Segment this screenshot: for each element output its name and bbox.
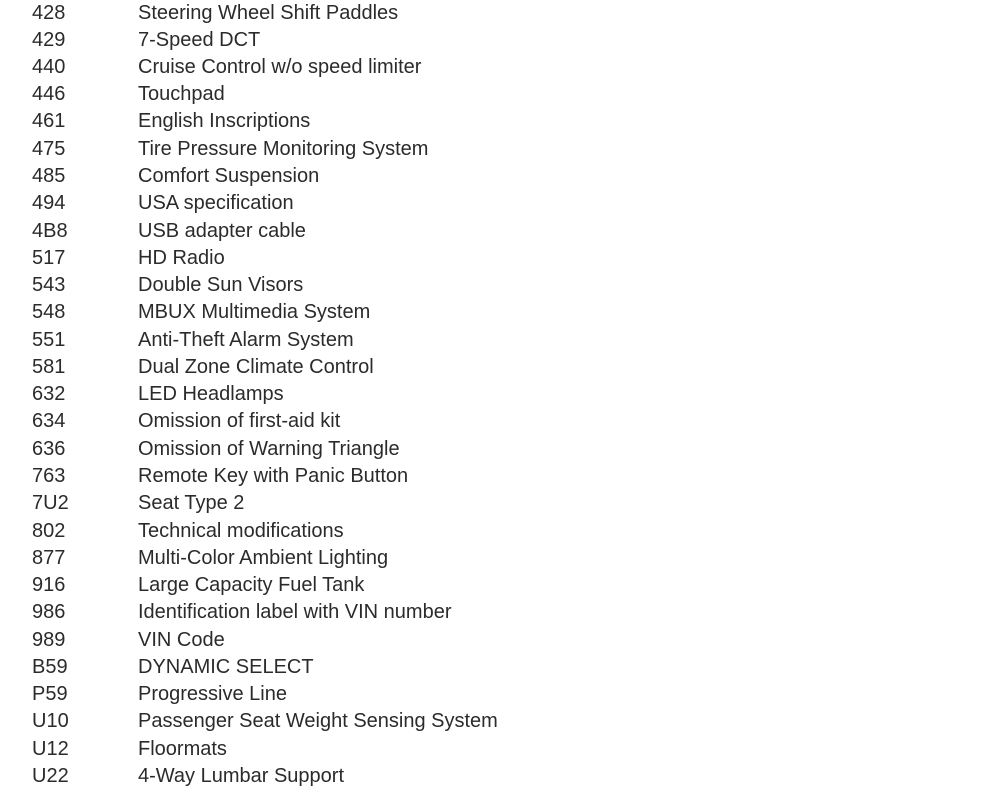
option-row (0, 0, 1003, 27)
option-description: Omission of Warning Triangle (138, 438, 400, 460)
option-code: P59 (32, 683, 68, 705)
option-row (0, 354, 1003, 381)
option-row (0, 681, 1003, 708)
option-description: Progressive Line (138, 683, 287, 705)
option-code: 7U2 (32, 492, 69, 514)
option-code: 485 (32, 165, 66, 187)
option-code: 763 (32, 465, 66, 487)
option-row (0, 54, 1003, 81)
option-description: 7-Speed DCT (138, 29, 261, 51)
option-row (0, 654, 1003, 681)
option-description: 4-Way Lumbar Support (138, 765, 345, 787)
option-row (0, 736, 1003, 763)
option-code: 475 (32, 138, 66, 160)
option-row (0, 245, 1003, 272)
option-description: Remote Key with Panic Button (138, 465, 409, 487)
option-description: Multi-Color Ambient Lighting (138, 547, 389, 569)
option-code: U22 (32, 765, 69, 787)
option-code: 446 (32, 83, 66, 105)
option-description: Omission of first-aid kit (138, 410, 341, 432)
option-row (0, 518, 1003, 545)
option-row (0, 763, 1003, 790)
option-code: 632 (32, 383, 66, 405)
option-code: 989 (32, 629, 66, 651)
option-description: Passenger Seat Weight Sensing System (138, 710, 498, 732)
option-row (0, 218, 1003, 245)
option-description: Steering Wheel Shift Paddles (138, 2, 399, 24)
option-row (0, 545, 1003, 572)
option-description: Dual Zone Climate Control (138, 356, 374, 378)
option-description: Floormats (138, 738, 227, 760)
option-description: Tire Pressure Monitoring System (138, 138, 429, 160)
option-description: MBUX Multimedia System (138, 301, 371, 323)
option-row (0, 327, 1003, 354)
option-code: B59 (32, 656, 68, 678)
option-description: English Inscriptions (138, 110, 311, 132)
option-description: Touchpad (138, 83, 225, 105)
option-row (0, 272, 1003, 299)
option-row (0, 108, 1003, 135)
option-code: 551 (32, 329, 66, 351)
option-code: 4B8 (32, 220, 68, 242)
option-description: Large Capacity Fuel Tank (138, 574, 365, 596)
option-code: 636 (32, 438, 66, 460)
option-code: 494 (32, 192, 66, 214)
option-description: Anti-Theft Alarm System (138, 329, 354, 351)
option-code: 916 (32, 574, 66, 596)
option-code: 461 (32, 110, 66, 132)
option-code: 517 (32, 247, 66, 269)
option-row (0, 299, 1003, 326)
option-row (0, 381, 1003, 408)
option-code: 429 (32, 29, 66, 51)
option-description: Identification label with VIN number (138, 601, 452, 623)
option-description: Technical modifications (138, 520, 344, 542)
option-row (0, 599, 1003, 626)
option-description: USB adapter cable (138, 220, 306, 242)
option-description: DYNAMIC SELECT (138, 656, 314, 678)
option-description: USA specification (138, 192, 294, 214)
option-row (0, 190, 1003, 217)
option-code: 634 (32, 410, 66, 432)
option-description: Cruise Control w/o speed limiter (138, 56, 422, 78)
option-code: 581 (32, 356, 66, 378)
option-row (0, 708, 1003, 735)
option-row (0, 408, 1003, 435)
option-code: 986 (32, 601, 66, 623)
option-description: VIN Code (138, 629, 225, 651)
option-code: 877 (32, 547, 66, 569)
option-row (0, 136, 1003, 163)
option-row (0, 463, 1003, 490)
option-description: Seat Type 2 (138, 492, 245, 514)
option-code: 440 (32, 56, 66, 78)
option-row (0, 490, 1003, 517)
option-description: Comfort Suspension (138, 165, 320, 187)
option-code: U10 (32, 710, 69, 732)
option-row (0, 572, 1003, 599)
option-description: LED Headlamps (138, 383, 284, 405)
option-row (0, 436, 1003, 463)
option-code: U12 (32, 738, 69, 760)
option-row (0, 81, 1003, 108)
option-code: 548 (32, 301, 66, 323)
option-description: HD Radio (138, 247, 225, 269)
option-code: 802 (32, 520, 66, 542)
option-row (0, 627, 1003, 654)
option-row (0, 27, 1003, 54)
option-row (0, 163, 1003, 190)
option-description: Double Sun Visors (138, 274, 304, 296)
option-code: 428 (32, 2, 66, 24)
option-code: 543 (32, 274, 66, 296)
